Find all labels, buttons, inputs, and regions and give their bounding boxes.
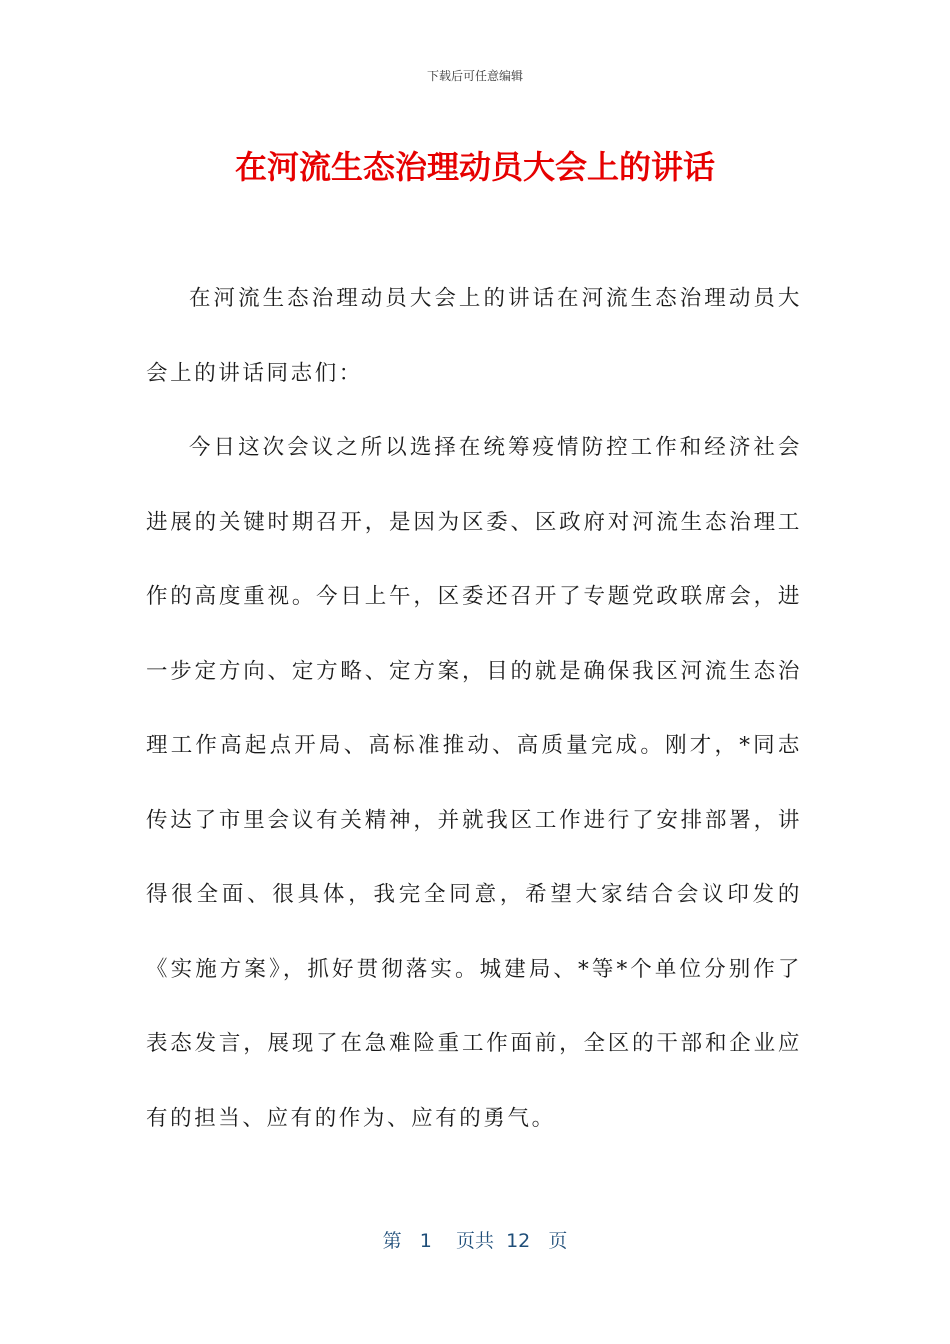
document-body bbox=[146, 262, 802, 1156]
page-footer bbox=[0, 1226, 950, 1253]
paragraph-1: 在河流生态治理动员大会上的讲话在河流生态治理动员大会上的讲话同志们： bbox=[146, 286, 802, 386]
footer-middle: 页共 bbox=[455, 1230, 494, 1252]
current-page-number: 1 bbox=[419, 1230, 432, 1252]
header-note: 下载后可任意编辑 bbox=[426, 69, 523, 83]
footer-suffix: 页 bbox=[548, 1230, 568, 1252]
total-page-count: 12 bbox=[506, 1230, 531, 1252]
paragraph-2: 今日这次会议之所以选择在统筹疫情防控工作和经济社会进展的关键时期召开，是因为区委、区政府对河流生态治理工作的高度重视。今日上午，区委还召开了专题党政联席会，进一步定方向、定方略、定方案，目的就是确保我区河流生态治理工作高起点开局、高标准推动、高质量完成。刚才，*同志传达了市里会议有关精神，并就我区工作进行了安排部署，讲得很全面、很具体，我完全同意，希望大家结合会议印发的《实施方案》，抓好贯彻落实。城建局、*等*个单位分别作了表态发言，展现了在急难险重工作面前，全区的干部和企业应有的担当、应有的作为、应有的勇气。 bbox=[146, 435, 802, 1131]
document-title: 在河流生态治理动员大会上的讲话 bbox=[234, 148, 715, 186]
footer-prefix: 第 bbox=[382, 1230, 402, 1252]
